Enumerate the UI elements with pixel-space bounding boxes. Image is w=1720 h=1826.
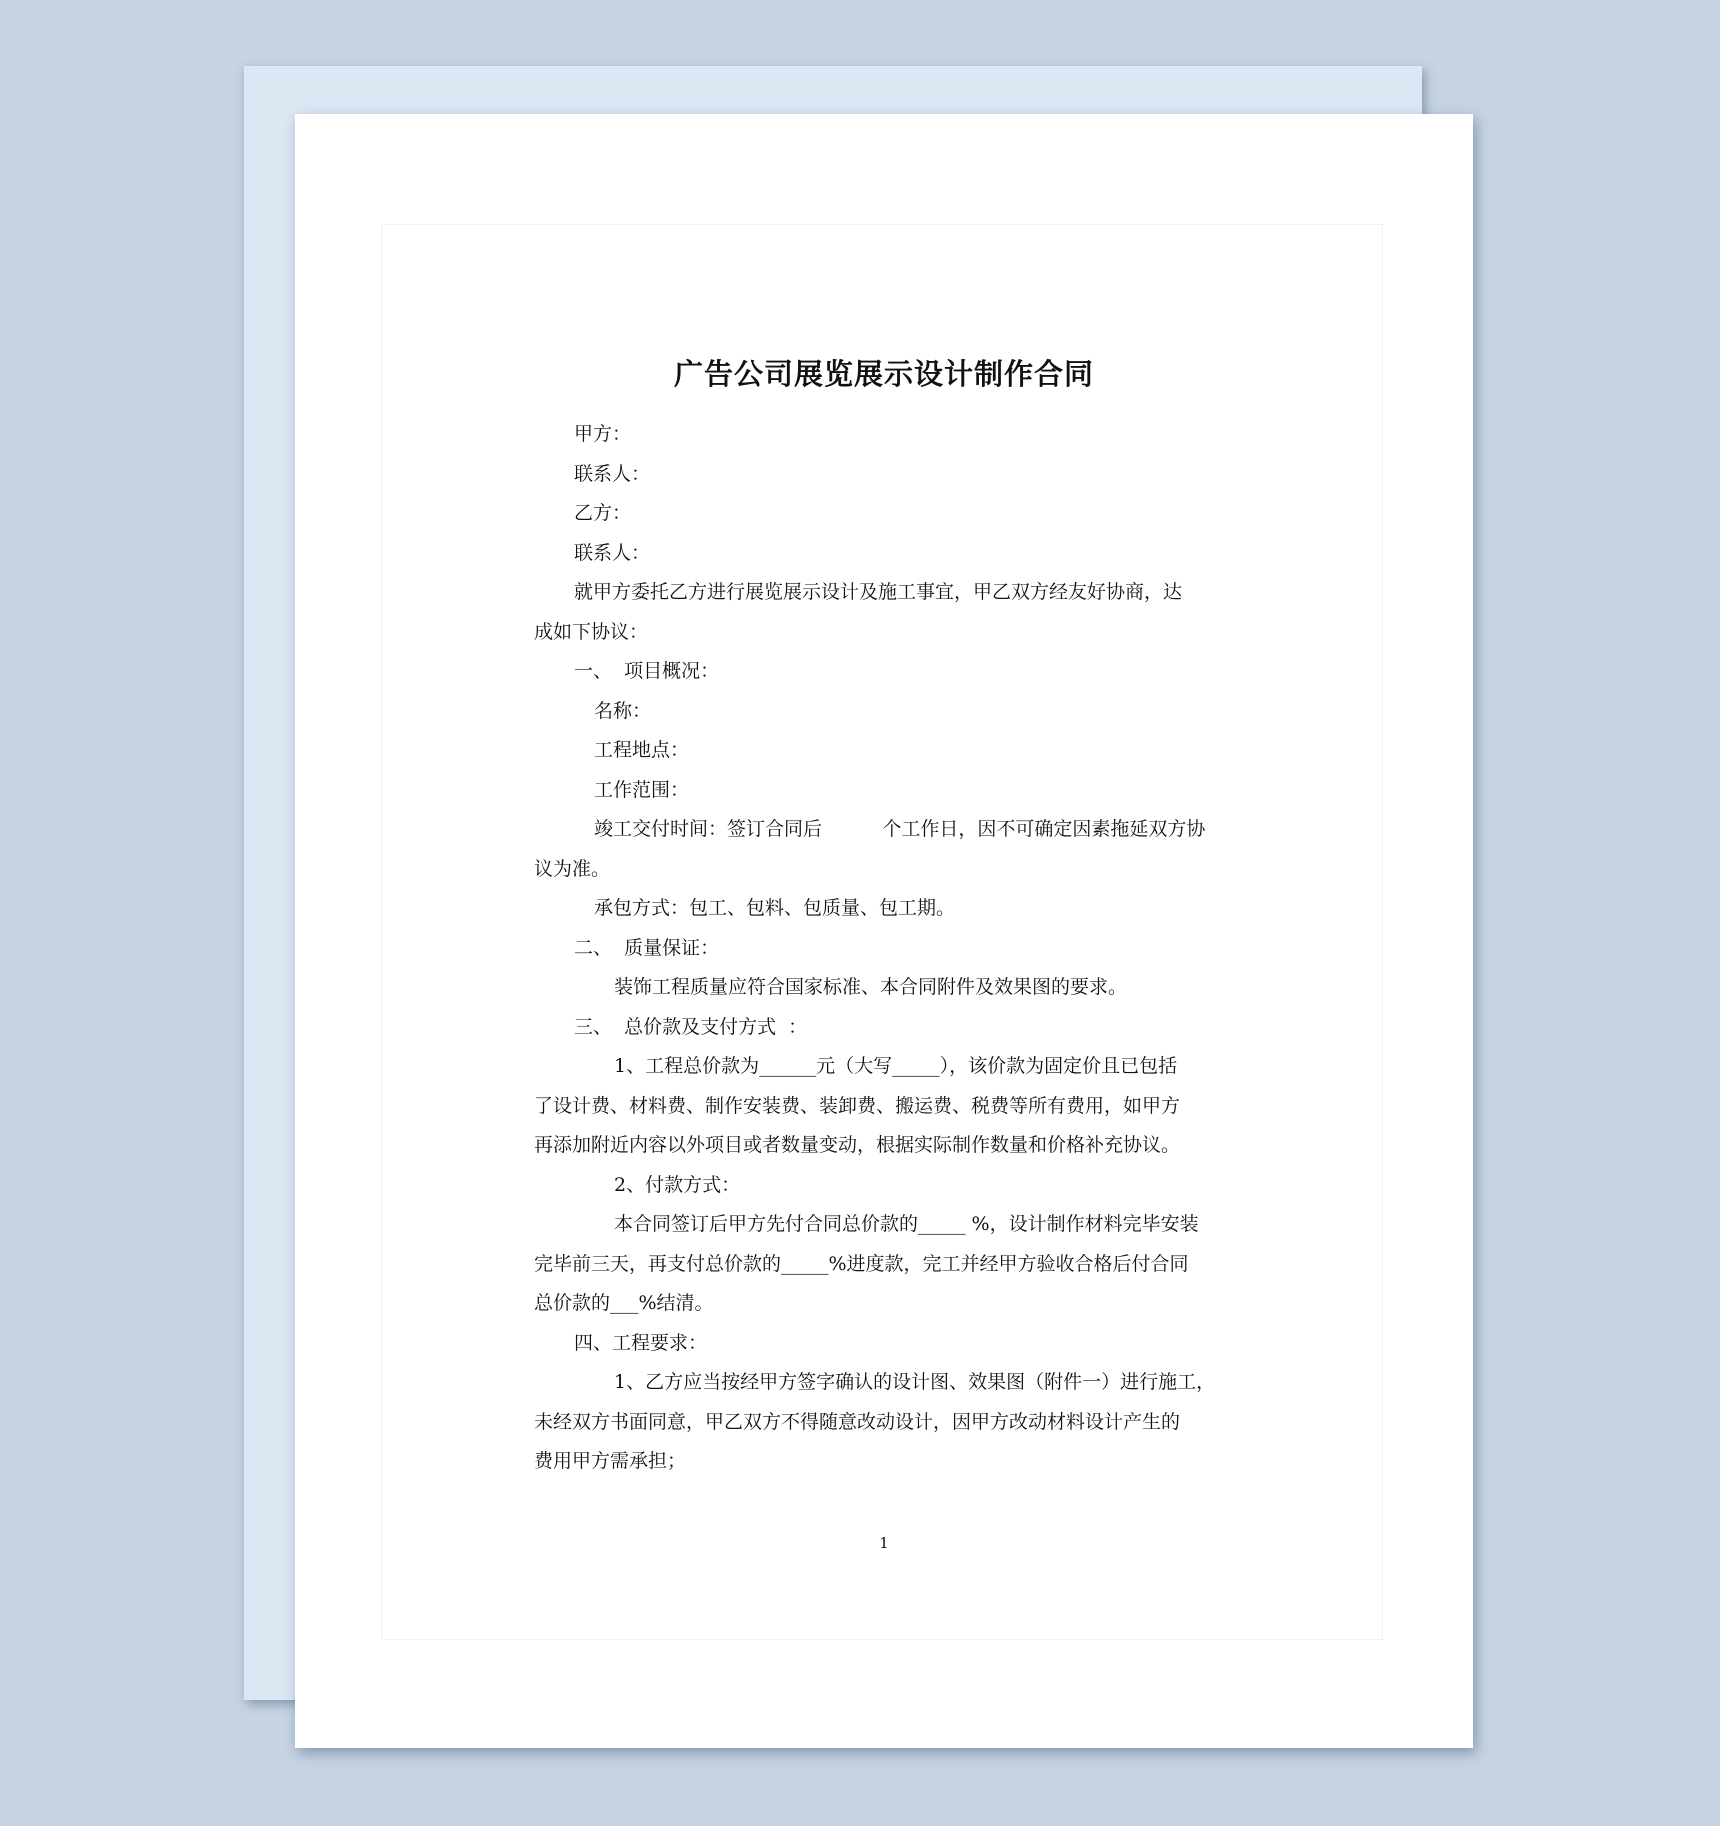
requirement-line-1: 1、乙方应当按经甲方签字确认的设计图、效果图（附件一）进行施工， [614, 1371, 1216, 1393]
payment-line-1: 本合同签订后甲方先付合同总价款的_____ %，设计制作材料完毕安装 [614, 1213, 1199, 1235]
work-scope-label: 工作范围： [594, 778, 690, 801]
payment-line-3: 总价款的___%结清。 [534, 1292, 714, 1314]
contracting-method: 承包方式：包工、包料、包质量、包工期。 [594, 897, 956, 919]
payment-line-2: 完毕前三天，再支付总价款的_____%进度款，完工并经甲方验收合格后付合同 [534, 1252, 1189, 1275]
party-b-label: 乙方： [574, 502, 632, 524]
requirement-line-3: 费用甲方需承担； [534, 1450, 687, 1472]
total-price-line-2: 了设计费、材料费、制作安装费、装卸费、搬运费、税费等所有费用，如甲方 [534, 1094, 1181, 1117]
payment-method-heading: 2、付款方式： [614, 1173, 741, 1196]
preamble-line-2: 成如下协议： [534, 620, 649, 643]
total-price-line-3: 再添加附近内容以外项目或者数量变动，根据实际制作数量和价格补充协议。 [534, 1134, 1181, 1156]
requirement-line-2: 未经双方书面同意，甲乙双方不得随意改动设计，因甲方改动材料设计产生的 [534, 1410, 1181, 1433]
project-name-label: 名称： [594, 699, 652, 722]
document-page [295, 114, 1473, 1748]
section-3-heading: 三、 总价款及支付方式 ： [574, 1015, 808, 1038]
quality-clause: 装饰工程质量应符合国家标准、本合同附件及效果图的要求。 [614, 976, 1128, 998]
section-4-heading: 四、工程要求： [574, 1331, 708, 1354]
project-location-label: 工程地点： [594, 739, 690, 761]
preamble-line-1: 就甲方委托乙方进行展览展示设计及施工事宜，甲乙双方经友好协商，达 [574, 581, 1183, 603]
completion-time-line-1: 竣工交付时间：签订合同后 个工作日，因不可确定因素拖延双方协 [594, 818, 1206, 840]
section-1-heading: 一、 项目概况： [574, 660, 720, 682]
total-price-line-1: 1、工程总价款为______元（大写_____），该价款为固定价且已包括 [614, 1055, 1178, 1077]
party-a-label: 甲方： [574, 423, 632, 445]
section-2-heading: 二、 质量保证： [574, 936, 720, 959]
party-a-contact-label: 联系人： [574, 462, 651, 485]
page-number: 1 [879, 1534, 889, 1552]
completion-time-line-2: 议为准。 [534, 857, 611, 880]
party-b-contact-label: 联系人： [574, 541, 651, 564]
contract-body [534, 415, 1234, 1482]
contract-title: 广告公司展览展示设计制作合同 [673, 357, 1094, 391]
